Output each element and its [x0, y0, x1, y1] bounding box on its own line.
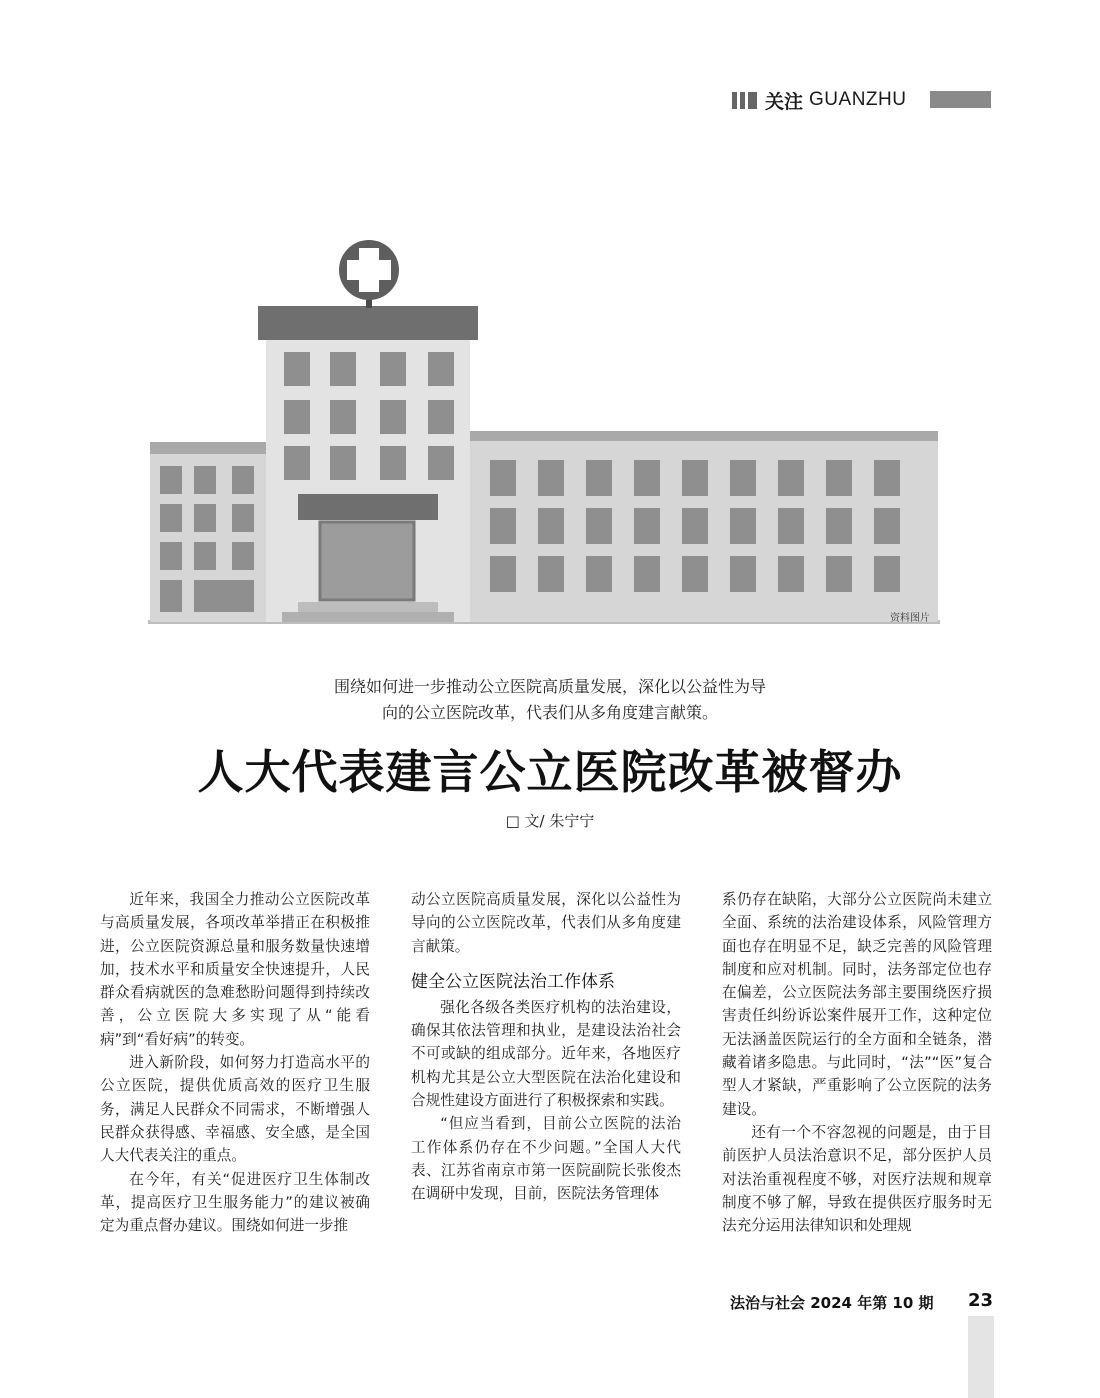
section-label-en: GUANZHU [809, 89, 907, 110]
lead-line-2: 向的公立医院改革，代表们从多角度建言献策。 [381, 703, 718, 722]
medical-cross-icon [339, 240, 399, 308]
paragraph: 在今年，有关“促进医疗卫生体制改革，提高医疗卫生服务能力”的建议被确定为重点督办建议。围绕如何进一步推 [100, 1170, 370, 1235]
paragraph: 还有一个不容忽视的问题是，由于目前医护人员法治意识不足，部分医护人员对法治重视程度不够，对医疗法规和规章制度不够了解，导致在提供医疗服务时无法充分运用法律知识和处理规 [722, 1123, 992, 1235]
column-1 [100, 888, 370, 1237]
section-tag [732, 88, 906, 112]
section-tag-bars [732, 92, 757, 109]
paragraph: 强化各级各类医疗机构的法治建设，确保其依法管理和执业，是建设法治社会不可或缺的组成部分。近年来，各地医疗机构尤其是公立大型医院在法治化建设和合规性建设方面进行了积极探索和实践。 [411, 998, 681, 1110]
magazine-issue: 法治与社会 2024 年第 10 期 [730, 1294, 934, 1312]
section-heading: 健全公立医院法治工作体系 [411, 971, 615, 992]
center-tower [258, 306, 478, 622]
column-3 [722, 888, 992, 1237]
byline: □ 文/ 朱宁宁 [505, 812, 595, 830]
page-side-bar [968, 1316, 994, 1398]
right-wing [470, 431, 938, 622]
left-wing [150, 442, 266, 622]
paragraph: 近年来，我国全力推动公立医院改革与高质量发展，各项改革举措正在积极推进，公立医院资源总量和服务数量快速增 加，技术水平和质量安全快速提升，人民群众看病就医的急难愁盼问题得到持续改善，公立医院大多实现了从“能看病”到“看好病”的转变。 [100, 891, 370, 1048]
column-2 [411, 888, 681, 1206]
image-credit: 资料图片 [890, 613, 930, 624]
lead-line-1: 围绕如何进一步推动公立医院高质量发展，深化以公益性为导 [333, 677, 766, 696]
article-headline: 人大代表建言公立医院改革被督办 [197, 745, 903, 799]
page-number: 23 [968, 1290, 994, 1311]
article-lead [200, 674, 900, 726]
paragraph: “但应当看到，目前公立医院的法治工作体系仍存在不少问题。”全国人大代表、江苏省南京市第一医院副院长张俊杰在调研中发现，目前，医院法务管理体 [411, 1115, 681, 1203]
hospital-illustration [148, 238, 940, 624]
paragraph: 系仍存在缺陷，大部分公立医院尚未建立全面、系统的法治建设体系，风险管理方面也存在明显不足，缺乏完善的风险管理制度和应对机制。同时，法务部定位也存在偏差，公立医院法务部主要围绕医疗损害责任纠纷诉讼案件展开工作，这种定位无法涵盖医院运行的全方面和全链条，潜藏着诸多隐患。与此同时，“法”“医”复合型人才紧缺，严重影响了公立医院的法务建设。 [722, 891, 992, 1118]
paragraph: 动公立医院高质量发展，深化以公益性为导向的公立医院改革，代表们从多角度建言献策。 [411, 891, 681, 955]
paragraph: 进入新阶段，如何努力打造高水平的公立医院，提供优质高效的医疗卫生服务，满足人民群众不同需求，不断增强人民群众获得感、幸福感、安全感，是全国人大代表关注的重点。 [100, 1054, 370, 1165]
section-tag-block [930, 91, 991, 108]
section-label-cn: 关注 [765, 90, 804, 113]
